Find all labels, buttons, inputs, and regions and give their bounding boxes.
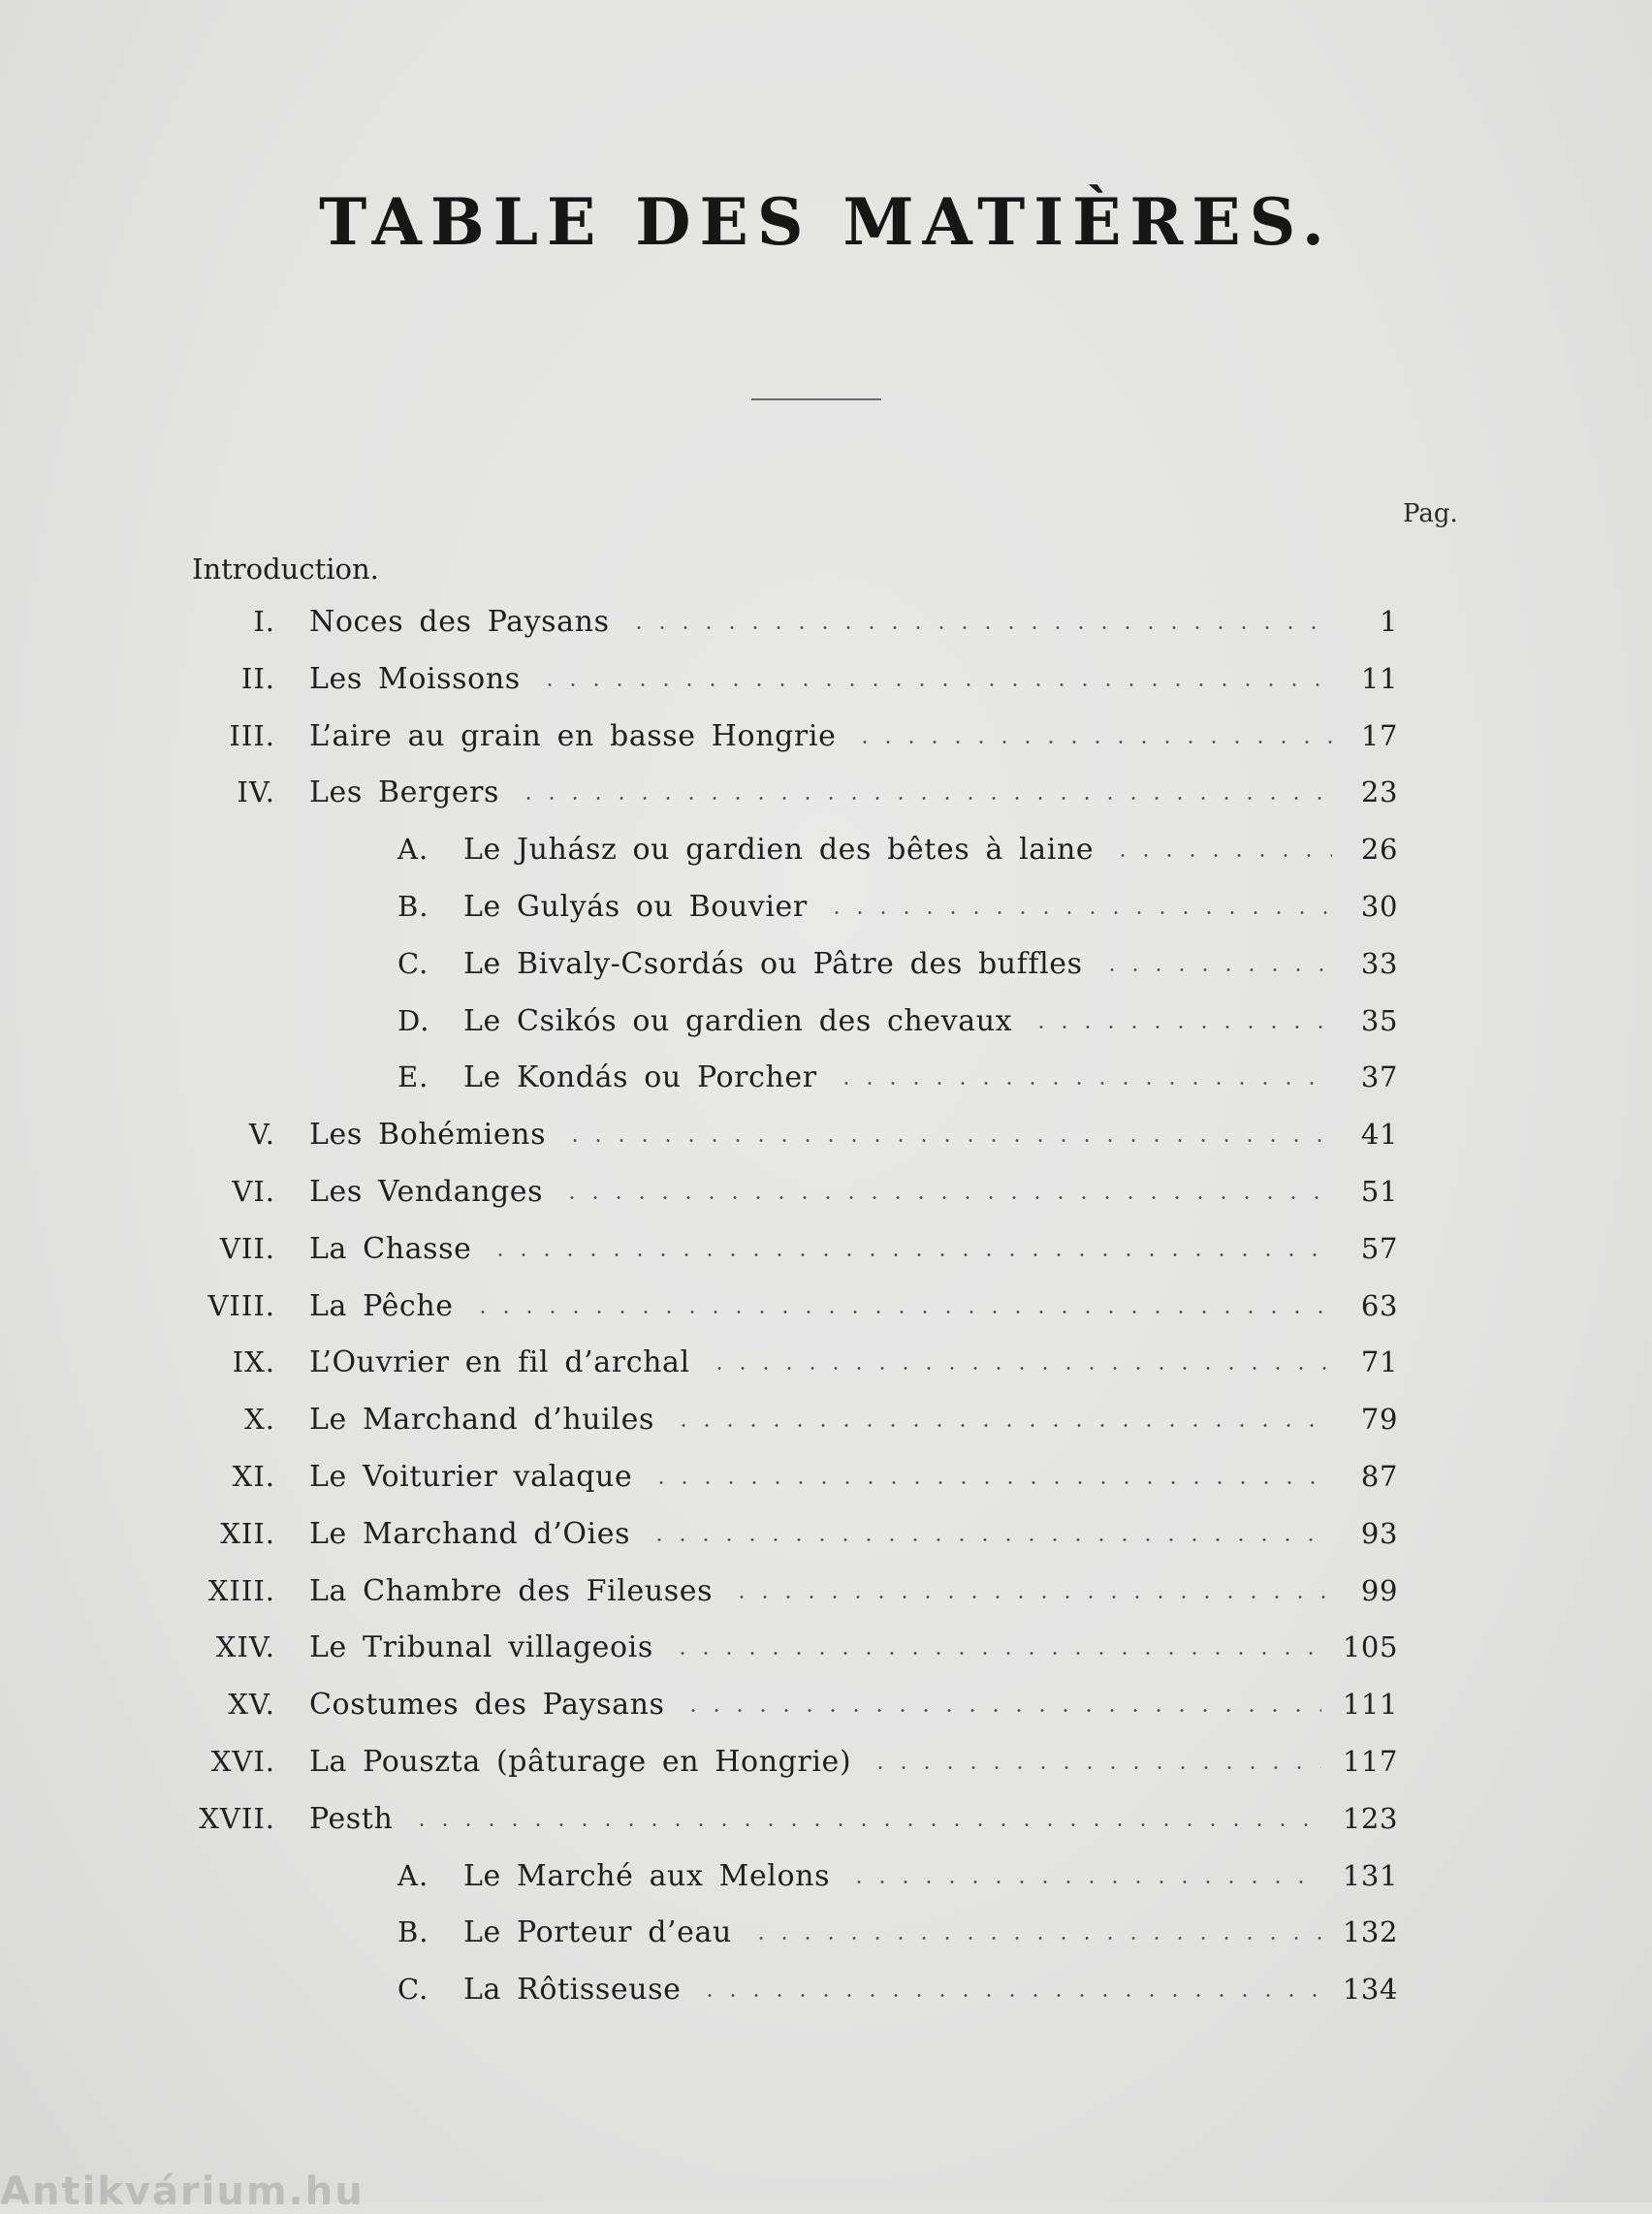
dot-leader bbox=[650, 1481, 1332, 1484]
toc-entry-line bbox=[463, 1004, 1398, 1038]
toc-entry bbox=[0, 1454, 1652, 1511]
page-title: TABLE DES MATIÈRES. bbox=[319, 184, 1333, 260]
toc-entry-title: Le Marchand d’Oies bbox=[309, 1516, 631, 1551]
dot-leader bbox=[471, 1311, 1332, 1313]
dot-leader bbox=[853, 741, 1332, 743]
toc-page-number: 35 bbox=[1360, 1003, 1398, 1037]
toc-entry-line bbox=[463, 890, 1398, 924]
dot-leader bbox=[410, 1823, 1320, 1826]
toc-entry bbox=[0, 1397, 1652, 1454]
toc-page-number: 17 bbox=[1360, 718, 1398, 752]
toc-entry bbox=[0, 1739, 1652, 1796]
toc-entry-title: Les Vendanges bbox=[309, 1174, 544, 1209]
toc-entry-line bbox=[463, 947, 1398, 981]
toc-page-number: 71 bbox=[1360, 1345, 1398, 1379]
dot-leader bbox=[708, 1367, 1332, 1370]
dot-leader bbox=[648, 1538, 1332, 1541]
toc-entry-title: Le Porteur d’eau bbox=[463, 1915, 732, 1950]
toc-entry-title: Noces des Paysans bbox=[309, 605, 610, 639]
toc-entry-number: V. bbox=[248, 1118, 275, 1152]
toc-entry-title: La Pêche bbox=[309, 1288, 454, 1323]
toc-entry-title: Le Juhász ou gardien des bêtes à laine bbox=[463, 833, 1095, 868]
toc-entry-line bbox=[309, 1745, 1398, 1779]
dot-leader bbox=[1111, 854, 1332, 857]
toc-entry-number: VIII. bbox=[207, 1288, 275, 1322]
toc-page-number: 131 bbox=[1342, 1858, 1398, 1892]
toc-entry-line bbox=[309, 1289, 1398, 1323]
toc-entry bbox=[0, 1682, 1652, 1739]
toc-entry bbox=[0, 599, 1652, 656]
toc-subentry bbox=[0, 884, 1652, 941]
dot-leader bbox=[698, 1994, 1320, 1997]
toc-entry-line bbox=[309, 1517, 1398, 1551]
toc-page-number: 26 bbox=[1360, 833, 1398, 867]
toc-entry-line bbox=[309, 1175, 1398, 1209]
toc-entry bbox=[0, 1169, 1652, 1226]
toc-entry-line bbox=[309, 662, 1398, 696]
toc-entry-line bbox=[309, 719, 1398, 753]
toc-entry-number: VII. bbox=[219, 1231, 275, 1265]
introduction-heading: Introduction. bbox=[192, 553, 379, 585]
toc-entry bbox=[0, 1283, 1652, 1341]
toc-page-number: 105 bbox=[1342, 1630, 1398, 1664]
toc-entry-line bbox=[309, 1802, 1398, 1836]
toc-entry-title: Le Marchand d’huiles bbox=[309, 1403, 654, 1438]
toc-entry-number: XVII. bbox=[199, 1801, 275, 1835]
toc-entry bbox=[0, 1511, 1652, 1568]
toc-entry-number: XV. bbox=[228, 1688, 275, 1722]
toc-entry-number: III. bbox=[229, 718, 275, 752]
toc-page-number: 111 bbox=[1342, 1688, 1398, 1722]
toc-page-number: 63 bbox=[1360, 1288, 1398, 1322]
toc-entry-line bbox=[309, 1403, 1398, 1437]
dot-leader bbox=[672, 1424, 1332, 1427]
toc-subentry bbox=[0, 1055, 1652, 1112]
watermark: Antikvárium.hu bbox=[0, 2169, 365, 2214]
toc-entry-line bbox=[463, 1859, 1398, 1893]
toc-subentry bbox=[0, 1910, 1652, 1967]
toc-page-number: 11 bbox=[1360, 661, 1398, 695]
toc-entry-line bbox=[309, 1232, 1398, 1266]
toc-entry-title: La Chasse bbox=[309, 1231, 472, 1266]
toc-entry-title: Le Tribunal villageois bbox=[309, 1630, 653, 1665]
toc-entry-title: Les Bohémiens bbox=[309, 1118, 547, 1153]
toc-page-number: 33 bbox=[1360, 946, 1398, 980]
toc-entry bbox=[0, 1796, 1652, 1853]
toc-entry-line bbox=[463, 1973, 1398, 2007]
toc-entry-number: IX. bbox=[232, 1345, 275, 1379]
toc-entry bbox=[0, 770, 1652, 827]
toc-entry-title: Le Marché aux Melons bbox=[463, 1858, 831, 1893]
toc-page-number: 123 bbox=[1342, 1801, 1398, 1835]
toc-subentry bbox=[0, 998, 1652, 1056]
dot-leader bbox=[517, 797, 1332, 800]
toc-entry-number: D. bbox=[397, 1003, 430, 1037]
toc-page-number: 93 bbox=[1360, 1516, 1398, 1550]
toc-entry-line bbox=[309, 1688, 1398, 1722]
dot-leader bbox=[671, 1652, 1321, 1655]
toc-page-number: 87 bbox=[1360, 1459, 1398, 1493]
toc-entry-line bbox=[309, 1574, 1398, 1608]
toc-entry-number: X. bbox=[244, 1403, 275, 1437]
toc-entry-number: II. bbox=[240, 661, 275, 695]
toc-entry-title: Le Gulyás ou Bouvier bbox=[463, 889, 808, 924]
toc-entry-number: I. bbox=[253, 605, 275, 638]
dot-leader bbox=[869, 1766, 1321, 1769]
toc-entry-number: XIII. bbox=[207, 1573, 275, 1607]
toc-entry-number: XII. bbox=[220, 1516, 275, 1550]
dot-leader bbox=[538, 683, 1332, 686]
toc-entry-number: B. bbox=[397, 889, 429, 923]
toc-page-number: 37 bbox=[1360, 1060, 1398, 1094]
toc-page-number: 117 bbox=[1342, 1744, 1398, 1778]
toc-page-number: 41 bbox=[1360, 1118, 1398, 1152]
toc-entry bbox=[0, 1226, 1652, 1283]
dot-leader bbox=[1030, 1026, 1332, 1028]
toc-page-number: 132 bbox=[1342, 1915, 1398, 1949]
toc-entry-title: Les Moissons bbox=[309, 661, 521, 696]
toc-page-number: 99 bbox=[1360, 1573, 1398, 1607]
dot-leader bbox=[1100, 968, 1332, 971]
toc-entry-title: La Pouszta (pâturage en Hongrie) bbox=[309, 1744, 852, 1779]
toc-entry-title: Les Bergers bbox=[309, 775, 500, 810]
dot-leader bbox=[847, 1881, 1321, 1883]
toc-entry-number: XIV. bbox=[215, 1630, 275, 1664]
toc-subentry bbox=[0, 941, 1652, 998]
toc-entry-number: VI. bbox=[232, 1174, 275, 1208]
toc-subentry bbox=[0, 1967, 1652, 2024]
toc-entry-line bbox=[309, 775, 1398, 809]
toc-page-number: 134 bbox=[1342, 1973, 1398, 2007]
toc-entry-line bbox=[309, 1345, 1398, 1379]
toc-entry-line bbox=[463, 833, 1398, 867]
toc-page-number: 23 bbox=[1360, 775, 1398, 809]
toc-subentry bbox=[0, 827, 1652, 884]
toc-page-number: 79 bbox=[1360, 1403, 1398, 1437]
toc-entry-title: L’Ouvrier en fil d’archal bbox=[309, 1345, 690, 1380]
toc-page-number: 30 bbox=[1360, 889, 1398, 923]
toc-entry-number: XI. bbox=[232, 1459, 275, 1493]
toc-entry-number: E. bbox=[397, 1060, 429, 1094]
toc-page-number: 51 bbox=[1360, 1174, 1398, 1208]
toc-entry-line bbox=[463, 1915, 1398, 1949]
toc-entry-number: A. bbox=[397, 1858, 429, 1892]
toc-entry-number: C. bbox=[397, 1973, 429, 2007]
toc-entry-title: Pesth bbox=[309, 1801, 394, 1836]
toc-entry-title: Costumes des Paysans bbox=[309, 1688, 665, 1723]
toc-entry-line bbox=[463, 1060, 1398, 1094]
toc-subentry bbox=[0, 1853, 1652, 1911]
toc-page-number: 57 bbox=[1360, 1231, 1398, 1265]
dot-leader bbox=[825, 911, 1332, 914]
toc-entry-line bbox=[309, 605, 1398, 639]
dot-leader bbox=[560, 1196, 1332, 1199]
toc-entry-title: L’aire au grain en basse Hongrie bbox=[309, 718, 837, 753]
toc-entry-title: Le Kondás ou Porcher bbox=[463, 1060, 817, 1095]
toc-entry-line bbox=[309, 1630, 1398, 1664]
toc-entry-title: Le Voiturier valaque bbox=[309, 1459, 633, 1494]
dot-leader bbox=[563, 1139, 1332, 1142]
page-column-label: Pag. bbox=[1403, 499, 1458, 528]
dot-leader bbox=[730, 1596, 1332, 1598]
toc-entry bbox=[0, 1112, 1652, 1169]
dot-leader bbox=[682, 1709, 1320, 1712]
toc-entry bbox=[0, 1625, 1652, 1682]
toc-entry-number: B. bbox=[397, 1915, 429, 1949]
toc-entry-number: C. bbox=[397, 946, 429, 980]
toc-entry bbox=[0, 713, 1652, 771]
toc-entry-title: La Chambre des Fileuses bbox=[309, 1573, 714, 1608]
toc-entry-title: Le Csikós ou gardien des chevaux bbox=[463, 1003, 1013, 1038]
dot-leader bbox=[835, 1082, 1332, 1085]
toc-entry-number: A. bbox=[397, 833, 429, 867]
table-of-contents bbox=[0, 599, 1652, 2024]
dot-leader bbox=[749, 1937, 1321, 1940]
toc-entry-number: XVI. bbox=[210, 1744, 275, 1778]
dot-leader bbox=[627, 626, 1332, 629]
toc-entry-title: Le Bivaly-Csordás ou Pâtre des buffles bbox=[463, 946, 1083, 981]
toc-entry bbox=[0, 656, 1652, 713]
toc-entry-number: IV. bbox=[237, 775, 275, 809]
toc-page-number: 1 bbox=[1379, 605, 1398, 638]
dot-leader bbox=[489, 1253, 1332, 1256]
toc-entry-line bbox=[309, 1460, 1398, 1494]
toc-entry-line bbox=[309, 1118, 1398, 1152]
toc-entry bbox=[0, 1340, 1652, 1397]
toc-entry-title: La Rôtisseuse bbox=[463, 1973, 682, 2008]
title-divider bbox=[751, 398, 881, 400]
toc-entry bbox=[0, 1568, 1652, 1626]
